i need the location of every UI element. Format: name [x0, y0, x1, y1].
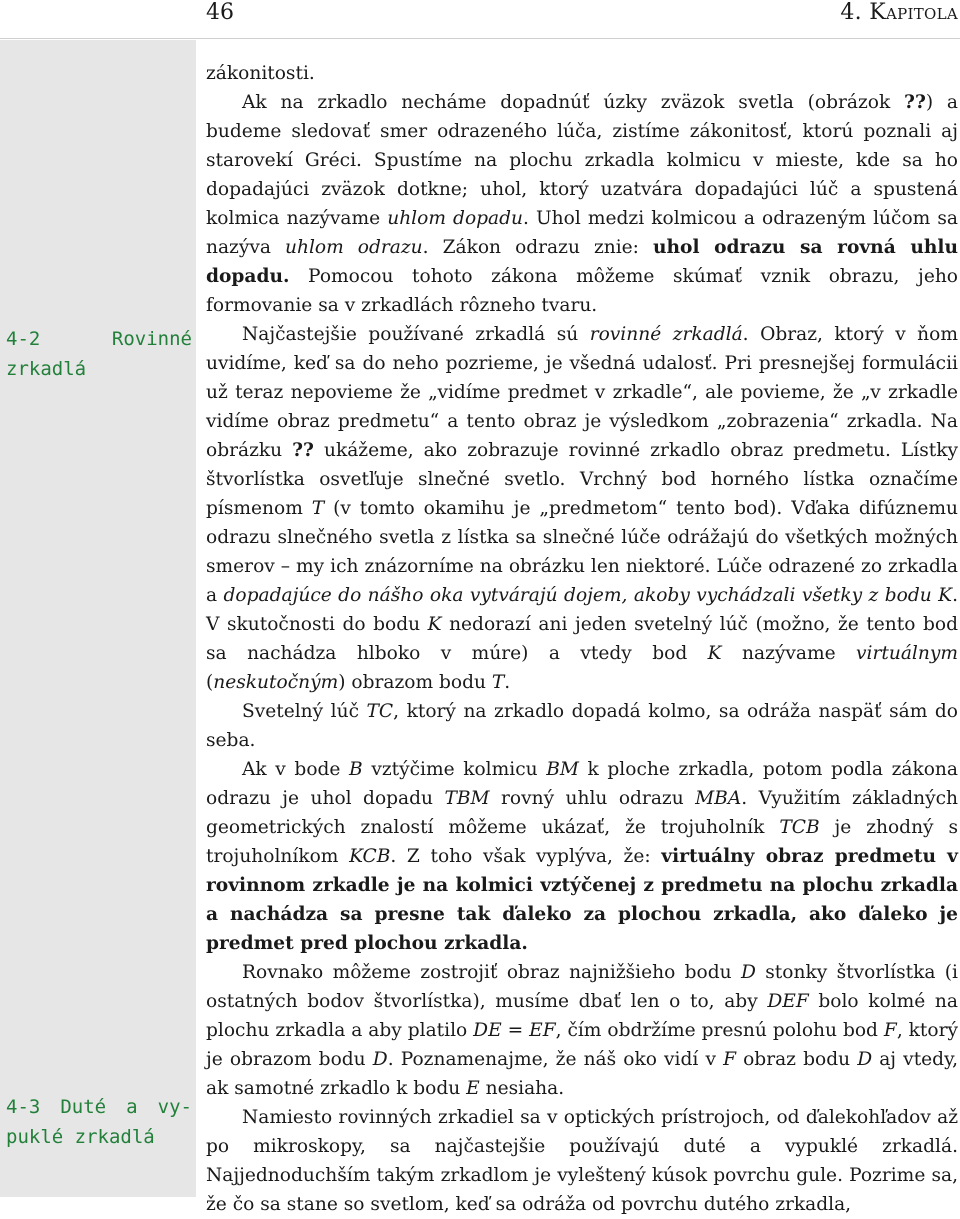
section-title-word: puklé zrkadlá: [6, 1126, 155, 1148]
margin-sidebar: [0, 40, 196, 1197]
text-run: . V skutočnosti do bodu: [206, 585, 958, 635]
math-symbol: MBA: [695, 788, 742, 809]
term-emphasis: neskutočným: [213, 672, 339, 693]
math-symbol: TBM: [444, 788, 490, 809]
page-header: [0, 0, 960, 40]
text-run: (: [206, 672, 214, 693]
math-symbol: T: [311, 498, 325, 519]
math-symbol: BM: [546, 759, 579, 780]
text-run: Rovnako môžeme zostrojiť obraz najnižšieho bodu: [242, 962, 741, 983]
text-run: . Zákon odrazu znie:: [422, 237, 653, 258]
text-run: . Z toho však vyplýva, že:: [390, 846, 662, 867]
header-rule: [0, 38, 960, 39]
math-symbol: F: [883, 1020, 897, 1041]
text-run: Ak v bode: [242, 759, 350, 780]
section-title-word: Rovinné: [111, 328, 192, 350]
text-run: rovný uhlu odrazu: [489, 788, 696, 809]
text-run: je zhodný s trojuholníkom: [206, 817, 959, 867]
paragraph: [206, 755, 958, 958]
figure-reference[interactable]: ??: [292, 440, 314, 461]
math-symbol: KCB: [349, 846, 391, 867]
math-symbol: E: [466, 1078, 480, 1099]
text-run: ) a budeme sledovať smer odrazeného lúča, zistíme zákonitosť, ktorú poznali aj starovekí Gréci. Spustíme na plochu zrkadla kolmicu v mieste, kde sa ho dopadajúci zväzok dotkne; uhol, ktorý uzatvára dopadajúci lúč a spustená kolmica nazývame: [206, 92, 959, 229]
text-run: , ktorý je obrazom bodu: [206, 1020, 958, 1070]
text-run: zákonitosti.: [206, 63, 315, 84]
math-symbol: K: [707, 643, 722, 664]
section-title-word: zrkadlá: [6, 358, 87, 380]
running-head: 4. Kapitola: [840, 0, 958, 25]
body-text: [206, 59, 958, 1219]
section-title-word: a: [126, 1096, 138, 1118]
text-run: . Využitím základných geometrických znalostí môžeme ukázať, že trojuholník: [206, 788, 958, 838]
text-run: ) obrazom bodu: [338, 672, 492, 693]
text-run: . Poznamenajme, že náš oko vidí v: [387, 1049, 724, 1070]
math-symbol: F: [723, 1049, 736, 1070]
paragraph: [206, 958, 958, 1103]
text-run: bolo kolmé na plochu zrkadla a aby platilo: [206, 991, 958, 1041]
section-label-4-3: [6, 1092, 192, 1152]
paragraph: [206, 88, 958, 320]
figure-reference[interactable]: ??: [904, 92, 926, 113]
paragraph: [206, 1103, 958, 1219]
section-label-4-2: [6, 324, 192, 384]
math-symbol: D: [857, 1049, 873, 1070]
paragraph: [206, 59, 958, 88]
math-symbol: D: [372, 1049, 388, 1070]
math-symbol: TC: [366, 701, 394, 722]
text-run: Pomocou tohoto zákona môžeme skúmať vznik obrazu, jeho formovanie sa v zrkadlách rôzneho tvaru.: [206, 266, 958, 316]
text-run: obraz bodu: [736, 1049, 858, 1070]
paragraph: [206, 320, 958, 697]
section-title-word: vy-: [157, 1096, 192, 1118]
term-emphasis: uhlom odrazu: [285, 237, 423, 258]
text-run: .: [504, 672, 511, 693]
math-symbol: TCB: [779, 817, 820, 838]
text-run: k ploche zrkadla, potom podla zákona odrazu je uhol dopadu: [206, 759, 958, 809]
term-emphasis: virtuálnym: [856, 643, 958, 664]
math-symbol: K: [427, 614, 442, 635]
text-run: nedorazí ani jeden svetelný lúč (možno, že tento bod sa nachádza hlboko v múre) a vtedy bod: [206, 614, 958, 664]
math-symbol: B: [349, 759, 363, 780]
text-run: , ktorý na zrkadlo dopadá kolmo, sa odráža naspäť sám do seba.: [206, 701, 958, 751]
text-run: (v tomto okamihu je „predmetom“ tento bod). Vďaka difúznemu odrazu slnečného svetla z lístka sa slnečné lúče odrážajú do všetkých možných smerov – my ich znázorníme na obrázku len niektoré. Lúče odrazené zo zrkadla a: [206, 498, 958, 606]
text-run: stonky štvorlístka (i ostatných bodov štvorlístka), musíme dbať len o to, aby: [206, 962, 959, 1012]
law-statement: uhol odrazu sa rovná uhlu dopadu.: [206, 237, 958, 287]
text-run: Ak na zrkadlo necháme dopadnúť úzky zväzok svetla (obrázok: [242, 92, 905, 113]
text-run: ukážeme, ako zobrazuje rovinné zrkadlo obraz predmetu. Lístky štvorlístka osvetľuje slnečné svetlo. Vrchný bod horného lístka označíme písmenom: [206, 440, 958, 519]
section-title-word: Duté: [60, 1096, 107, 1118]
text-run: nazývame: [721, 643, 857, 664]
term-emphasis: uhlom dopadu: [387, 208, 524, 229]
text-run: nesiaha.: [479, 1078, 565, 1099]
math-symbol: DEF: [767, 991, 809, 1012]
term-emphasis: rovinné zrkadlá: [589, 324, 743, 345]
text-run: . Uhol medzi kolmicou a odrazeným lúčom sa nazýva: [206, 208, 958, 258]
term-emphasis: dopadajúce do nášho oka vytvárajú dojem, akoby vychádzali všetky z bodu K: [223, 585, 953, 606]
paragraph: [206, 697, 958, 755]
text-run: vztýčime kolmicu: [362, 759, 547, 780]
text-run: Najčastejšie používané zrkadlá sú: [242, 324, 590, 345]
theorem-statement: virtuálny obraz predmetu v rovinnom zrkadle je na kolmici vztýčenej z predmetu na plochu zrkadla a nachádza sa presne tak ďaleko za plochou zrkadla, ako ďaleko je predmet pred plochou zrkadla.: [206, 846, 958, 954]
text-run: aj vtedy, ak samotné zrkadlo k bodu: [206, 1049, 959, 1099]
text-run: , čím obdržíme presnú polohu bod: [555, 1020, 884, 1041]
math-symbol: D: [740, 962, 756, 983]
text-run: Namiesto rovinných zrkadiel sa v optických prístrojoch, od ďalekohľadov až po mikroskopy, sa najčastejšie používajú duté a vypuklé zrkadlá. Najjednoduchším takým zrkadlom je vyleštený kúsok povrchu gule. Pozrime sa, že čo sa stane so svetlom, keď sa odráža od povrchu dutého zrkadla,: [206, 1107, 958, 1215]
text-run: Svetelný lúč: [242, 701, 367, 722]
page-number: 46: [206, 0, 234, 25]
section-number: 4-2: [6, 328, 41, 350]
math-symbol: DE = EF: [473, 1020, 556, 1041]
section-number: 4-3: [6, 1096, 41, 1118]
text-run: . Obraz, ktorý v ňom uvidíme, keď sa do neho pozrieme, je všedná udalosť. Pri presnejšej formulácii už teraz nepovieme že „vidíme predmet v zrkadle“, ale povieme, že „v zrkadle vidíme obraz predmetu“ a tento obraz je výsledkom „zobrazenia“ zrkadla. Na obrázku: [206, 324, 958, 461]
math-symbol: T: [491, 672, 505, 693]
